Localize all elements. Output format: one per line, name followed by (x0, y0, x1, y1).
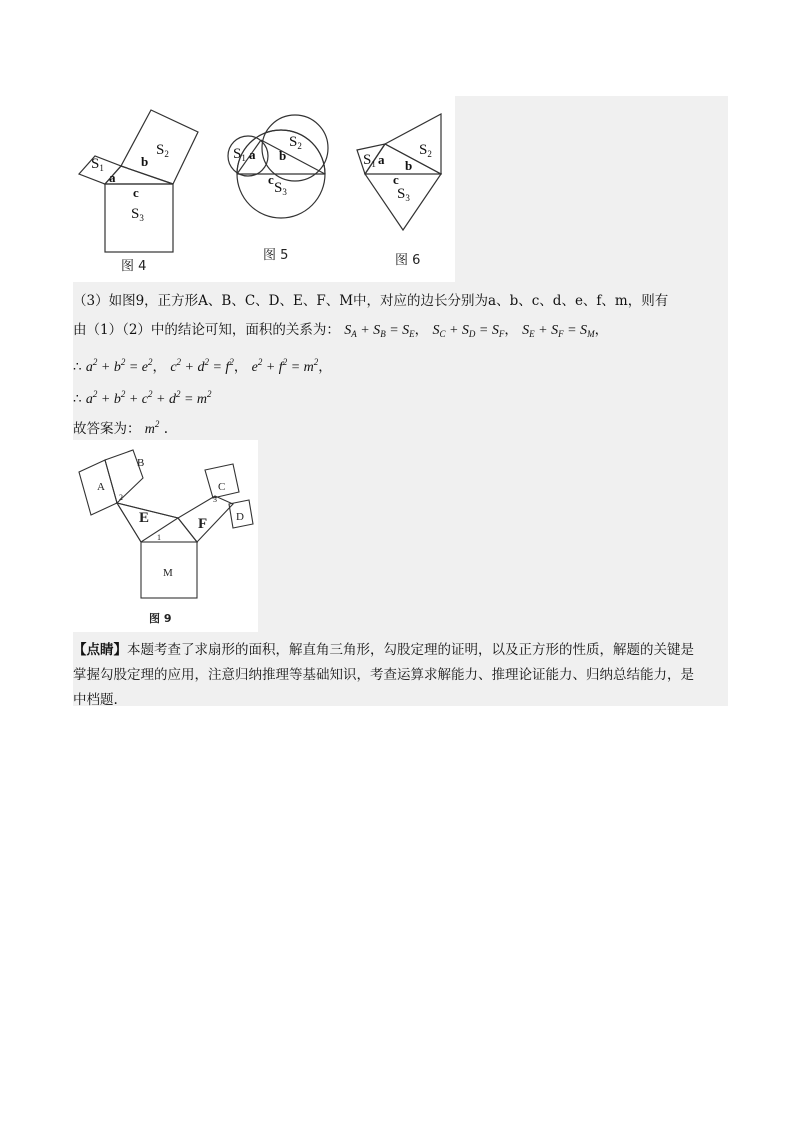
fig5-c-label: c (268, 172, 274, 187)
fig6-s3-label: $S_3$ (397, 186, 410, 203)
fig6-caption: 图 6 (395, 253, 421, 268)
fig4-s1-label: $S_1$ (91, 156, 104, 173)
answer-line (73, 414, 168, 440)
figure-9-drawing (73, 440, 258, 632)
fig4-c-label: c (133, 185, 139, 200)
gray-band-top (455, 96, 728, 282)
area-relation-line: 由（1）（2）中的结论可知，面积的关系为： $S_A + S_B = S_E$， $S_C + S_D = S_F$， $S_E + S_F = S_M$， (73, 322, 609, 339)
figures-4-5-6 (73, 96, 455, 282)
fig9-label-d: D (236, 511, 244, 523)
fig5-b-label: b (279, 148, 287, 163)
comment-line-1 (73, 640, 694, 660)
side-equation-1: $a^2 + b^2 = e^2$ (85, 357, 153, 375)
figure-4 (79, 110, 198, 252)
fig5-caption: 图 5 (263, 248, 289, 263)
figures-4-5-6-drawing (73, 96, 455, 282)
area-relation-prefix: 由（1）（2）中的结论可知，面积的关系为： (73, 322, 340, 338)
fig9-label-m: M (163, 567, 173, 579)
comment-line-3: 中档题. (73, 692, 118, 708)
fig4-a-label: a (109, 170, 116, 185)
solution-part3-line: （3）如图9，正方形A、B、C、D、E、F、M中，对应的边长分别为a、b、c、d、e、f、m，则有 (73, 293, 669, 309)
therefore-symbol-2: ∴ (73, 391, 82, 407)
therefore-symbol: ∴ (73, 359, 82, 375)
fig4-b-label: b (141, 154, 149, 169)
fig5-s2-label: $S_2$ (289, 134, 302, 151)
fig4-s2-label: $S_2$ (156, 142, 169, 159)
comment-label: 【点睛】 (73, 642, 127, 658)
fig5-s3-label: $S_3$ (274, 180, 287, 197)
fig9-label-f: F (198, 516, 208, 532)
fig6-s1-label: $S_1$ (363, 152, 376, 169)
fig6-c-label: c (393, 172, 399, 187)
fig6-b-label: b (405, 158, 413, 173)
side-relation-line: ∴ $a^2 + b^2 = e^2$， $c^2 + d^2 = f^2$， $e^2 + f^2 = m^2$， (73, 357, 332, 375)
area-equation-1: $S_A + S_B = S_E$ (344, 323, 415, 339)
figure-5 (228, 115, 328, 218)
figure-6 (357, 114, 441, 230)
side-equation-2: $c^2 + d^2 = f^2$ (170, 357, 234, 375)
fig6-s2-label: $S_2$ (419, 142, 432, 159)
fig9-label-c: C (218, 481, 226, 493)
area-equation-2: $S_C + S_D = S_F$ (432, 323, 505, 339)
area-equation-3: $S_E + S_F = S_M$ (522, 323, 595, 339)
fig6-a-label: a (378, 152, 385, 167)
fig4-s3-label: $S_3$ (131, 206, 144, 223)
fig9-label-e: E (139, 510, 150, 526)
fig9-angle-1: 1 (157, 533, 161, 542)
comment-line-2: 掌握勾股定理的应用，注意归纳推理等基础知识，考查运算求解能力、推理论证能力、归纳总结能力，是 (73, 667, 694, 683)
answer-end: . (163, 421, 169, 437)
fig5-a-label: a (249, 147, 256, 162)
fig9-label-a: A (97, 481, 105, 493)
fig9-angle-3: 3 (213, 495, 217, 504)
answer-value: $m^2$ (144, 419, 160, 437)
sum-equation: $a^2 + b^2 + c^2 + d^2 = m^2$ (85, 389, 212, 407)
sum-relation-line (73, 384, 212, 410)
figure-9 (73, 440, 258, 632)
fig5-s1-label: $S_1$ (233, 146, 246, 163)
answer-prefix: 故答案为： (73, 421, 141, 437)
side-equation-3: $e^2 + f^2 = m^2$ (251, 357, 319, 375)
fig4-caption: 图 4 (121, 259, 147, 274)
gray-band-right (258, 440, 728, 632)
fig9-angle-2: 2 (119, 493, 123, 502)
comment-text-1: 本题考查了求扇形的面积，解直角三角形，勾股定理的证明，以及正方形的性质，解题的关键是 (127, 642, 694, 658)
fig9-caption: 图 9 (149, 612, 172, 625)
fig9-label-b: B (137, 457, 145, 469)
